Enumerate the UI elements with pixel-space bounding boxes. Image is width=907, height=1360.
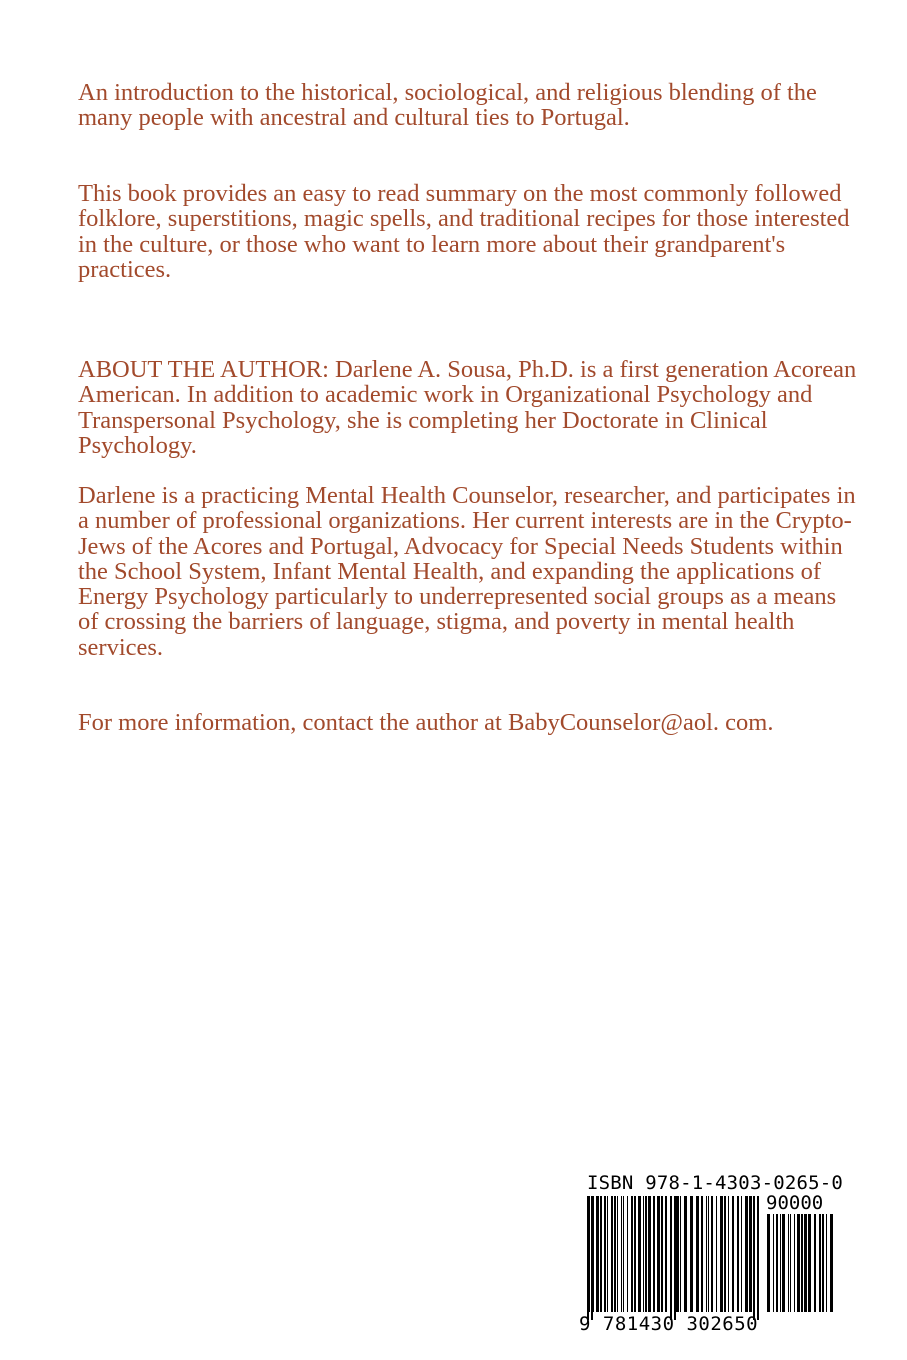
barcode-bar xyxy=(596,1196,599,1312)
summary-paragraph xyxy=(78,181,858,282)
contact-text: For more information, contact the author at BabyCounselor@aol. com. xyxy=(78,709,774,736)
barcode-bar xyxy=(621,1196,622,1312)
barcode-bar xyxy=(732,1196,734,1312)
barcode-bar xyxy=(720,1196,723,1312)
barcode-guard-bar xyxy=(587,1196,589,1320)
barcode-bar xyxy=(593,1196,594,1312)
barcode-bar xyxy=(790,1214,791,1312)
barcode-guard-bar xyxy=(674,1196,676,1320)
barcode-bar xyxy=(696,1196,699,1312)
barcode-bar xyxy=(788,1214,789,1312)
barcode-bar xyxy=(706,1196,707,1312)
barcode-bar xyxy=(819,1214,821,1312)
barcode-bar xyxy=(711,1196,713,1312)
barcode-bar xyxy=(724,1196,726,1312)
isbn-barcode xyxy=(579,1170,844,1340)
intro-text: An introduction to the historical, sociological, and religious blending of the many people with ancestral and cultural ties to Portugal. xyxy=(78,79,817,132)
barcode-bar xyxy=(745,1196,748,1312)
barcode-bar xyxy=(797,1214,800,1312)
barcode-bar xyxy=(814,1214,816,1312)
barcode-bar xyxy=(684,1196,687,1312)
about-author-text: ABOUT THE AUTHOR: Darlene A. Sousa, Ph.D. is a first generation Acorean American. In addition to academic work in Organizational Psychology and Transpersonal Psychology, she is completing her Doctorate in Clinical Psychology. xyxy=(78,356,857,459)
barcode-bar xyxy=(627,1196,628,1312)
isbn-label: ISBN 978-1-4303-0265-0 xyxy=(587,1172,844,1194)
intro-paragraph xyxy=(78,80,858,131)
barcode-bar xyxy=(826,1214,827,1312)
barcode-bar xyxy=(737,1196,739,1312)
contact-paragraph xyxy=(78,710,858,735)
barcode-bar xyxy=(634,1196,636,1312)
barcode-bar xyxy=(657,1196,660,1312)
barcode-bar xyxy=(808,1214,811,1312)
barcode-bar xyxy=(648,1196,651,1312)
barcode-addon-code: 90000 xyxy=(766,1192,824,1214)
barcode-guard-bar xyxy=(753,1196,755,1320)
summary-text: This book provides an easy to read summary on the most commonly followed folklore, superstitions, magic spells, and traditional recipes for those interested in the culture, or those who want to learn more about their grandparent's practices. xyxy=(78,180,850,283)
barcode-bar xyxy=(623,1196,624,1312)
barcode-bar xyxy=(600,1196,602,1312)
barcode-bar xyxy=(701,1196,703,1312)
barcode-bar xyxy=(617,1196,618,1312)
barcode-bar xyxy=(767,1214,770,1312)
barcode-bar xyxy=(680,1196,681,1312)
barcode-guard-bar xyxy=(670,1196,672,1320)
barcode-bar xyxy=(607,1196,608,1312)
barcode-bar xyxy=(708,1196,709,1312)
barcode-guard-bar xyxy=(757,1196,759,1320)
barcode-bar xyxy=(653,1196,655,1312)
barcode-bar xyxy=(773,1214,774,1312)
barcode-bar xyxy=(776,1214,778,1312)
barcode-bar xyxy=(716,1196,717,1312)
barcode-digits: 9 781430 302650 xyxy=(579,1313,759,1335)
barcode-bar xyxy=(643,1196,644,1312)
barcode-bar xyxy=(614,1196,616,1312)
barcode-bar xyxy=(749,1196,752,1312)
barcode-bar xyxy=(780,1214,781,1312)
barcode-bar xyxy=(604,1196,606,1312)
barcode-bar xyxy=(638,1196,641,1312)
barcode-bar xyxy=(661,1196,663,1312)
barcode-bar xyxy=(611,1196,613,1312)
barcode-bar xyxy=(645,1196,647,1312)
author-practice-text: Darlene is a practicing Mental Health Counselor, researcher, and participates in a number of professional organizations. Her current interests are in the Crypto-Jews of the Acores and Portugal, Advocacy for Special Needs Students within the School System, Infant Mental Health, and expanding the applications of Energy Psychology particularly to underrepresented social groups as a means of crossing the barriers of language, stigma, and poverty in mental health services. xyxy=(78,482,856,661)
barcode-bar xyxy=(690,1196,693,1312)
barcode-bar xyxy=(665,1196,667,1312)
barcode-bar xyxy=(801,1214,803,1312)
barcode-bar xyxy=(794,1214,795,1312)
barcode-bar xyxy=(676,1196,679,1312)
barcode-bar xyxy=(782,1214,785,1312)
barcode-bar xyxy=(830,1214,833,1312)
barcode-bar xyxy=(728,1196,729,1312)
barcode-guard-bar xyxy=(591,1196,593,1320)
barcode-bar xyxy=(804,1214,807,1312)
about-author-paragraph xyxy=(78,357,858,458)
barcode-bar xyxy=(631,1196,633,1312)
barcode-bar xyxy=(741,1196,742,1312)
barcode-bar xyxy=(822,1214,824,1312)
author-practice-paragraph xyxy=(78,483,858,660)
